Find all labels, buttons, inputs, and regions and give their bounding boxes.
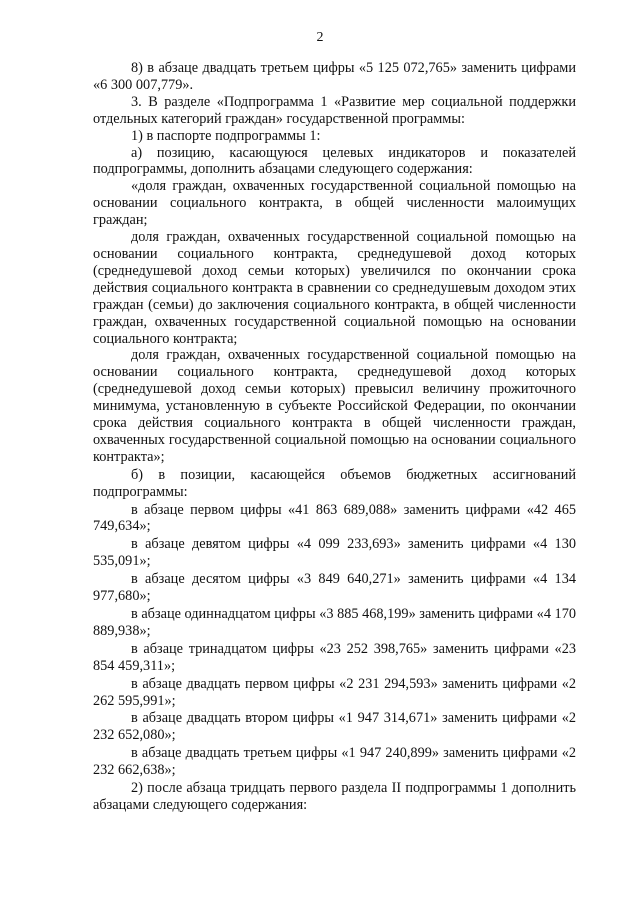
paragraph-abzac-22: в абзаце двадцать втором цифры «1 947 314,671» заменить цифрами «2 232 652,080»; <box>93 710 576 744</box>
paragraph-abzac-23: в абзаце двадцать третьем цифры «1 947 240,899» заменить цифрами «2 232 662,638»; <box>93 745 576 779</box>
paragraph-quote-share-2: доля граждан, охваченных государственной социальной помощью на основании социального контракта, среднедушевой доход которых (среднедушевой доход семьи которых) увеличился по окончании срока действия социального контракта в сравнении со среднедушевым доходом этих граждан (семьи) до заключения социального контракта, в общей численности граждан, охваченных государственной социальной помощью на основании социального контракта; <box>93 229 576 347</box>
paragraph-abzac-11: в абзаце одиннадцатом цифры «3 885 468,199» заменить цифрами «4 170 889,938»; <box>93 606 576 639</box>
paragraph-item-8: 8) в абзаце двадцать третьем цифры «5 125 072,765» заменить цифрами «6 300 007,779». <box>93 60 576 93</box>
paragraph-quote-share-3: доля граждан, охваченных государственной социальной помощью на основании социального контракта, среднедушевой доход которых (среднедушевой доход семьи которых) превысил величину прожиточного минимума, установленную в субъекте Российской Федерации, по окончании срока действия социального контракта в общей численности граждан, охваченных государственной социальной помощью на основании социального контракта»; <box>93 347 576 465</box>
paragraph-abzac-21: в абзаце двадцать первом цифры «2 231 294,593» заменить цифрами «2 262 595,991»; <box>93 675 576 709</box>
paragraph-section-3: 3. В разделе «Подпрограмма 1 «Развитие мер социальной поддержки отдельных категорий граждан» государственной программы: <box>93 93 576 127</box>
paragraph-abzac-13: в абзаце тринадцатом цифры «23 252 398,765» заменить цифрами «23 854 459,311»; <box>93 640 576 674</box>
paragraph-a-indicators: а) позицию, касающуюся целевых индикаторов и показателей подпрограммы, дополнить абзацами следующего содержания: <box>93 144 576 178</box>
paragraph-b-budget: б) в позиции, касающейся объемов бюджетных ассигнований подпрограммы: <box>93 466 576 500</box>
paragraph-abzac-9: в абзаце девятом цифры «4 099 233,693» заменить цифрами «4 130 535,091»; <box>93 536 576 570</box>
document-body <box>93 60 576 814</box>
paragraph-quote-share-1: «доля граждан, охваченных государственной социальной помощью на основании социального контракта, в общей численности малоимущих граждан; <box>93 178 576 229</box>
paragraph-abzac-1: в абзаце первом цифры «41 863 689,088» заменить цифрами «42 465 749,634»; <box>93 501 576 535</box>
page-number: 2 <box>316 30 324 45</box>
paragraph-item-2-section-2: 2) после абзаца тридцать первого раздела II подпрограммы 1 дополнить абзацами следующего содержания: <box>93 780 576 813</box>
paragraph-abzac-10: в абзаце десятом цифры «3 849 640,271» заменить цифрами «4 134 977,680»; <box>93 571 576 605</box>
paragraph-passport: 1) в паспорте подпрограммы 1: <box>131 127 321 144</box>
